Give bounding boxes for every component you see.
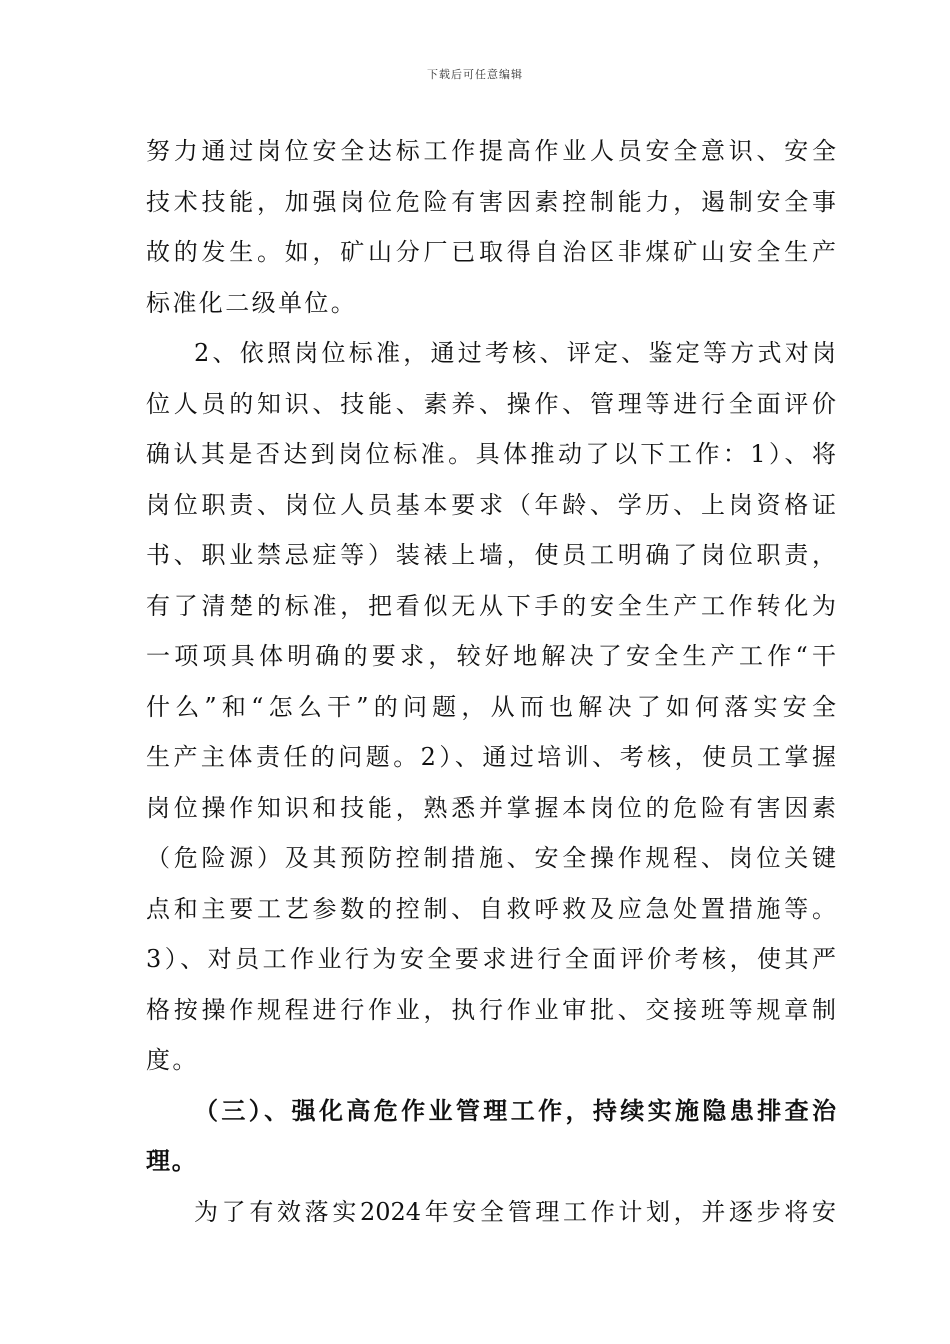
text-line: 书、职业禁忌症等）装裱上墙，使员工明确了岗位职责，: [146, 541, 836, 569]
section-heading-cont: 理。: [146, 1146, 198, 1175]
text-line: 度。: [146, 1046, 199, 1074]
text-line: 故的发生。如，矿山分厂已取得自治区非煤矿山安全生产: [146, 238, 836, 266]
text-line: 技术技能，加强岗位危险有害因素控制能力，遏制安全事: [146, 187, 836, 216]
text-line: 确认其是否达到岗位标准。具体推动了以下工作：1）、将: [146, 440, 836, 468]
text-line: 岗位操作知识和技能，熟悉并掌握本岗位的危险有害因素: [146, 793, 836, 822]
text-line: 标准化二级单位。: [146, 288, 358, 317]
page-header: 下载后可任意编辑: [427, 68, 523, 81]
text-line: （危险源）及其预防控制措施、安全操作规程、岗位关键: [146, 844, 836, 872]
text-line: 3）、对员工作业行为安全要求进行全面评价考核，使其严: [146, 945, 836, 973]
paragraph-start-line: 2、依照岗位标准，通过考核、评定、鉴定等方式对岗: [194, 339, 836, 367]
document-body: [146, 126, 836, 1237]
section-heading: （三）、强化高危作业管理工作，持续实施隐患排查治: [194, 1095, 836, 1125]
text-line: 有了清楚的标准，把看似无从下手的安全生产工作转化为: [146, 591, 836, 620]
text-line: 位人员的知识、技能、素养、操作、管理等进行全面评价: [146, 389, 836, 418]
text-line: 格按操作规程进行作业，执行作业审批、交接班等规章制: [146, 995, 836, 1024]
paragraph-start-line: 为了有效落实2024年安全管理工作计划，并逐步将安: [194, 1197, 836, 1226]
text-line: 努力通过岗位安全达标工作提高作业人员安全意识、安全: [146, 137, 836, 165]
text-line: 岗位职责、岗位人员基本要求（年龄、学历、上岗资格证: [146, 490, 836, 519]
text-line: 生产主体责任的问题。2）、通过培训、考核，使员工掌握: [146, 743, 836, 771]
text-line: 点和主要工艺参数的控制、自救呼救及应急处置措施等。: [146, 894, 836, 923]
text-line: 什么”和“怎么干”的问题，从而也解决了如何落实安全: [146, 692, 836, 721]
text-line: 一项项具体明确的要求，较好地解决了安全生产工作“干: [146, 642, 836, 670]
